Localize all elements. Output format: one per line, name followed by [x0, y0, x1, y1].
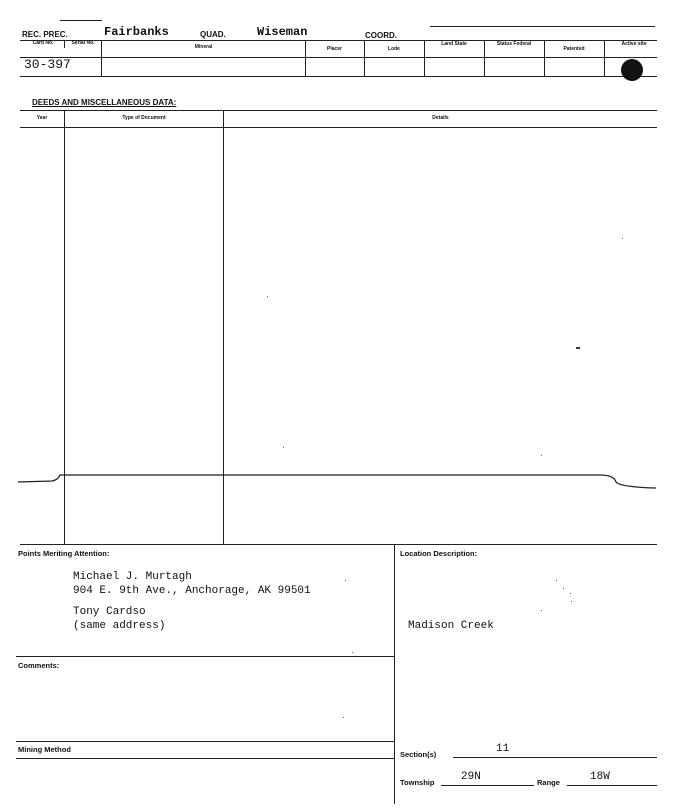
col-placer-label: Placer — [326, 46, 342, 52]
scan-speck — [563, 588, 564, 589]
serial-no-label: Serial No. — [71, 40, 95, 46]
mining-method-top-line — [16, 741, 394, 742]
range-label: Range — [537, 778, 560, 787]
section-value: 11 — [496, 743, 510, 755]
scan-speck — [571, 601, 572, 602]
deeds-section-title: DEEDS AND MISCELLANEOUS DATA: — [32, 98, 177, 107]
lower-center-divider — [394, 544, 395, 804]
scan-speck — [267, 296, 268, 297]
id-row-top-line — [20, 40, 657, 41]
scan-speck — [541, 455, 542, 456]
id-col-divider-5 — [484, 40, 485, 76]
location-label: Location Description: — [400, 549, 478, 558]
scan-speck — [556, 580, 557, 581]
card-serial-divider — [64, 40, 65, 48]
township-label: Township — [400, 778, 435, 787]
location-value: Madison Creek — [408, 620, 494, 632]
comments-label: Comments: — [18, 661, 60, 670]
id-col-divider-4 — [424, 40, 425, 76]
section-label: Section(s) — [400, 750, 437, 759]
range-underline — [567, 785, 657, 786]
id-row-bottom-line — [20, 76, 657, 77]
col-type-header: Type of Document — [122, 115, 166, 121]
quad-value: Wiseman — [257, 25, 308, 39]
scan-speck — [283, 447, 284, 448]
col-patented-label: Patented — [563, 46, 585, 52]
col-status-federal-label: Status Federal — [496, 41, 532, 47]
comments-top-line — [16, 656, 394, 657]
id-col-divider-2 — [305, 40, 306, 76]
id-col-divider-7 — [604, 40, 605, 76]
active-site-hole — [621, 59, 643, 81]
scan-speck — [570, 593, 571, 594]
scan-speck — [343, 717, 344, 718]
col-lode-label: Lode — [388, 46, 400, 52]
scan-speck — [576, 347, 580, 349]
points-line-4: (same address) — [73, 620, 166, 632]
deeds-bottom-line — [20, 544, 657, 545]
col-mineral-label: Mineral — [194, 44, 213, 50]
col-active-site-label: Active site — [621, 41, 647, 47]
mining-method-bottom-line — [16, 758, 394, 759]
rec-prec-value: Fairbanks — [104, 25, 169, 39]
id-row-mid-line — [20, 57, 657, 58]
deeds-header-top-line — [20, 110, 657, 111]
col-details-header: Details — [432, 115, 449, 121]
township-underline — [441, 785, 534, 786]
township-value: 29N — [461, 771, 481, 783]
range-value: 18W — [590, 771, 610, 783]
points-label: Points Meriting Attention: — [18, 549, 110, 558]
rec-prec-label: REC. PREC. — [22, 30, 68, 39]
top-stub-line — [60, 20, 102, 21]
scan-speck — [541, 610, 542, 611]
points-line-3: Tony Cardso — [73, 606, 146, 618]
top-right-line — [430, 26, 655, 27]
col-year-header: Year — [36, 115, 48, 121]
mining-method-label: Mining Method — [18, 745, 71, 754]
fold-line — [0, 466, 678, 496]
deeds-header-bottom-line — [20, 127, 657, 128]
scan-speck — [622, 238, 623, 239]
scan-speck — [345, 580, 346, 581]
id-col-divider-3 — [364, 40, 365, 76]
points-line-1: Michael J. Murtagh — [73, 571, 192, 583]
id-col-divider-6 — [544, 40, 545, 76]
section-underline — [453, 757, 657, 758]
col-land-state-label: Land State — [441, 41, 467, 47]
points-line-2: 904 E. 9th Ave., Anchorage, AK 99501 — [73, 585, 311, 597]
coord-label: COORD. — [365, 31, 397, 40]
card-no-value: 30-397 — [24, 57, 71, 72]
card-no-label: Card No. — [32, 40, 54, 46]
scan-speck — [352, 652, 353, 653]
quad-label: QUAD. — [200, 30, 226, 39]
